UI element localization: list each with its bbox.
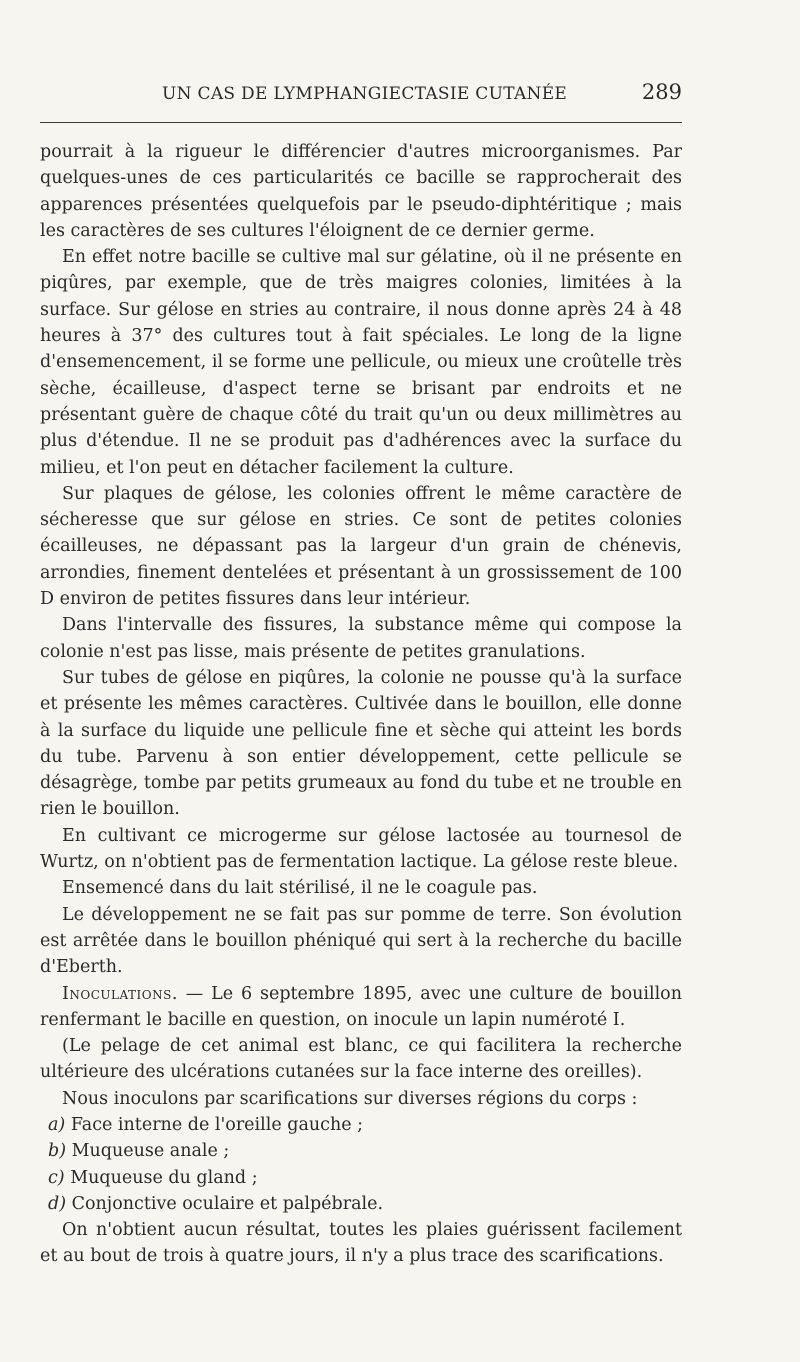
paragraph: Dans l'intervalle des fissures, la substance même qui compose la colonie n'est pas lisse, mais présente de petites granulations. [40,615,682,662]
header-rule [40,122,682,123]
page-number: 289 [641,80,682,104]
paragraph: Ensemencé dans du lait stérilisé, il ne le coagule pas. [62,878,538,899]
inoculations-text: — Le 6 septembre 1895, avec une culture de bouillon renfermant le bacille en question, on inocule un lapin numéroté I. [40,983,682,1030]
list-text: Muqueuse du gland ; [64,1167,258,1188]
list-text: Face interne de l'oreille gauche ; [65,1114,364,1135]
conclusion-paragraph: On n'obtient aucun résultat, toutes les plaies guérissent facilement et au bout de trois à quatre jours, il n'y a plus trace des scarifications. [40,1220,682,1267]
list-marker: c) [48,1167,65,1188]
paragraph: pourrait à la rigueur le différencier d'autres microorganismes. Par quelques-unes de ces particularités ce bacille se rapprocherait des apparences présentées quelquefois par le pseudo-diphtéritique ; mais les caractères de ses cultures l'éloignent de ce dernier germe. [40,142,682,241]
list-text: Muqueuse anale ; [66,1141,230,1162]
body-text [40,139,682,1270]
list-marker: d) [48,1193,67,1214]
paragraph: (Le pelage de cet animal est blanc, ce qui facilitera la recherche ultérieure des ulcérations cutanées sur la face interne des oreilles). [40,1036,682,1083]
paragraph: En effet notre bacille se cultive mal sur gélatine, où il ne présente en piqûres, par exemple, que de très maigres colonies, limitées à la surface. Sur gélose en stries au contraire, il nous donne après 24 à 48 heures à 37° des cultures tout à fait spéciales. Le long de la ligne d'ensemencement, il se forme une pellicule, ou mieux une croûtelle très sèche, écailleuse, d'aspect terne se brisant par endroits et ne présentant guère de chaque côté du trait qu'un ou deux millimètres au plus d'étendue. Il ne se produit pas d'adhérences avec la surface du milieu, et l'on peut en détacher facilement la culture. [40,247,682,478]
list-marker: b) [48,1141,67,1162]
list-item [40,1165,682,1191]
paragraph: Nous inoculons par scarifications sur diverses régions du corps : [62,1088,638,1109]
paragraph: Le développement ne se fait pas sur pomme de terre. Son évolution est arrêtée dans le bouillon phéniqué qui sert à la recherche du bacille d'Eberth. [40,904,682,978]
paragraph: Sur plaques de gélose, les colonies offrent le même caractère de sécheresse que sur gélose en stries. Ce sont de petites colonies écailleuses, ne dépassant pas la largeur d'un grain de chénevis, arrondies, finement dentelées et présentant à un grossissement de 100 D environ de petites fissures dans leur intérieur. [40,483,682,610]
section-heading: Inoculations. [62,983,178,1004]
list-text: Conjonctive oculaire et palpébrale. [66,1193,384,1214]
inoculations-paragraph [40,981,682,1034]
paragraph: Sur tubes de gélose en piqûres, la colonie ne pousse qu'à la surface et présente les mêmes caractères. Cultivée dans le bouillon, elle donne à la surface du liquide une pellicule fine et sèche qui atteint les bords du tube. Parvenu à son entier développement, cette pellicule se désagrège, tombe par petits grumeaux au fond du tube et ne trouble en rien le bouillon. [40,667,682,820]
list-item [40,1112,682,1138]
list-item [40,1138,682,1164]
page-header [40,78,682,112]
list-marker: a) [48,1114,66,1135]
paragraph: En cultivant ce microgerme sur gélose lactosée au tournesol de Wurtz, on n'obtient pas de fermentation lactique. La gélose reste bleue. [40,825,682,873]
running-title: UN CAS DE LYMPHANGIECTASIE CUTANÉE [162,84,568,104]
list-item [40,1191,682,1217]
